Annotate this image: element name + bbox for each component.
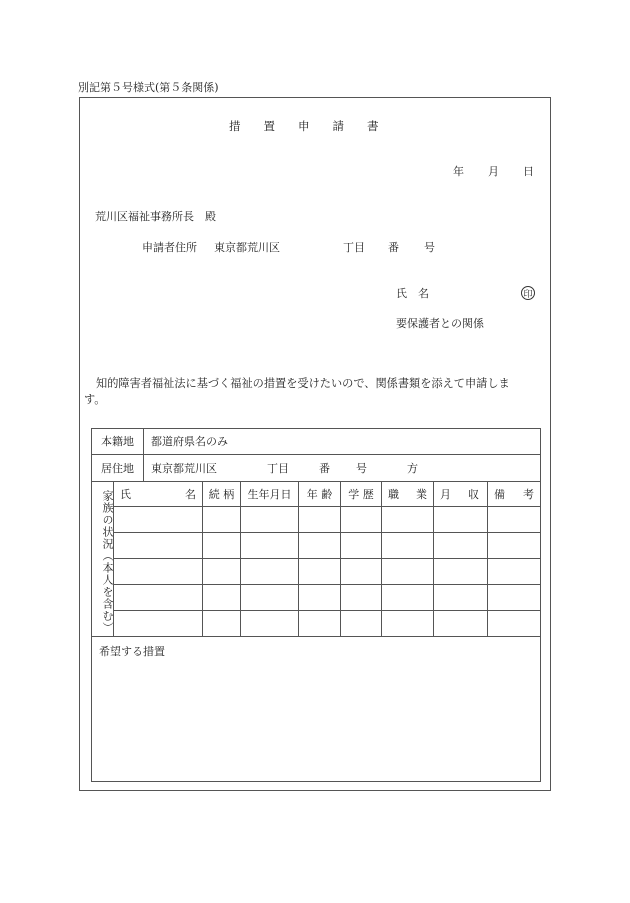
family-edu-cell [341, 611, 382, 637]
applicant-address-prefix: 東京都荒川区 [214, 241, 280, 254]
kyojuchi-label: 居住地 [92, 455, 144, 482]
header-birthdate: 生年月日 [241, 482, 299, 507]
family-job-cell [382, 533, 434, 559]
applicant-address-label: 申請者住所 [142, 241, 197, 254]
header-income-a: 月 [440, 487, 451, 501]
family-name-cell [114, 611, 203, 637]
header-name-b: 名 [185, 487, 196, 501]
honseki-row [92, 429, 541, 455]
family-name-cell [114, 507, 203, 533]
header-relation: 続 柄 [203, 482, 241, 507]
form-reference: 別記第５号様式(第５条関係) [78, 81, 219, 94]
family-row [92, 533, 541, 559]
family-row [92, 611, 541, 637]
family-remarks-cell [488, 507, 541, 533]
addressee: 荒川区福祉事務所長 殿 [95, 210, 216, 223]
kyojuchi-go: 号 [356, 461, 367, 475]
date-day: 日 [523, 165, 534, 178]
family-income-cell [434, 559, 488, 585]
header-name [114, 482, 203, 507]
form-title: 措 置 申 請 書 [229, 119, 379, 133]
family-age-cell [299, 559, 341, 585]
applicant-ban: 番 [388, 241, 399, 254]
body-text-line2: す。 [84, 393, 106, 406]
header-job-a: 職 [388, 487, 399, 501]
family-remarks-cell [488, 585, 541, 611]
family-name-cell [114, 533, 203, 559]
family-age-cell [299, 507, 341, 533]
family-job-cell [382, 559, 434, 585]
header-remarks-a: 備 [494, 487, 505, 501]
family-income-cell [434, 611, 488, 637]
family-relation-cell [203, 585, 241, 611]
family-job-cell [382, 507, 434, 533]
family-birth-cell [241, 507, 299, 533]
family-remarks-cell [488, 559, 541, 585]
applicant-name-label: 氏 名 [396, 287, 429, 300]
family-relation-cell [203, 611, 241, 637]
family-birth-cell [241, 611, 299, 637]
kyojuchi-row [92, 455, 541, 482]
family-job-cell [382, 585, 434, 611]
kyojuchi-kata: 方 [407, 461, 418, 475]
family-income-cell [434, 533, 488, 559]
desired-measure-row [92, 637, 541, 782]
family-age-cell [299, 533, 341, 559]
family-header-row [92, 482, 541, 507]
header-job-b: 業 [416, 487, 427, 501]
family-birth-cell [241, 533, 299, 559]
kyojuchi-chome: 丁目 [267, 461, 289, 475]
family-relation-cell [203, 507, 241, 533]
header-age: 年 齢 [299, 482, 341, 507]
honseki-label: 本籍地 [92, 429, 144, 455]
family-age-cell [299, 585, 341, 611]
applicant-chome: 丁目 [343, 241, 365, 254]
family-job-cell [382, 611, 434, 637]
family-row [92, 585, 541, 611]
family-remarks-cell [488, 533, 541, 559]
family-birth-cell [241, 559, 299, 585]
relation-label: 要保護者との関係 [396, 317, 484, 330]
family-edu-cell [341, 585, 382, 611]
family-income-cell [434, 585, 488, 611]
family-remarks-cell [488, 611, 541, 637]
header-remarks [488, 482, 541, 507]
family-status-label: 家族の状況（本人を含む） [92, 482, 114, 637]
desired-measure-label: 希望する措置 [92, 637, 541, 782]
family-edu-cell [341, 533, 382, 559]
header-job [382, 482, 434, 507]
header-name-a: 氏 [120, 487, 131, 501]
family-name-cell [114, 559, 203, 585]
honseki-value: 都道府県名のみ [144, 429, 541, 455]
applicant-go: 号 [424, 241, 435, 254]
date-month: 月 [488, 165, 499, 178]
header-remarks-b: 考 [523, 487, 534, 501]
date-year: 年 [453, 165, 464, 178]
family-income-cell [434, 507, 488, 533]
family-age-cell [299, 611, 341, 637]
body-text-line1: 知的障害者福祉法に基づく福祉の措置を受けたいので、関係書類を添えて申請しま [96, 377, 510, 390]
family-row [92, 507, 541, 533]
family-edu-cell [341, 507, 382, 533]
family-row [92, 559, 541, 585]
header-income-b: 収 [468, 487, 479, 501]
family-relation-cell [203, 533, 241, 559]
kyojuchi-ban: 番 [319, 461, 330, 475]
application-table [91, 428, 541, 782]
family-name-cell [114, 585, 203, 611]
kyojuchi-value [144, 455, 541, 482]
family-birth-cell [241, 585, 299, 611]
header-education: 学 歴 [341, 482, 382, 507]
family-relation-cell [203, 559, 241, 585]
header-income [434, 482, 488, 507]
family-edu-cell [341, 559, 382, 585]
seal-mark: 印 [521, 286, 535, 300]
kyojuchi-prefix: 東京都荒川区 [151, 461, 217, 475]
